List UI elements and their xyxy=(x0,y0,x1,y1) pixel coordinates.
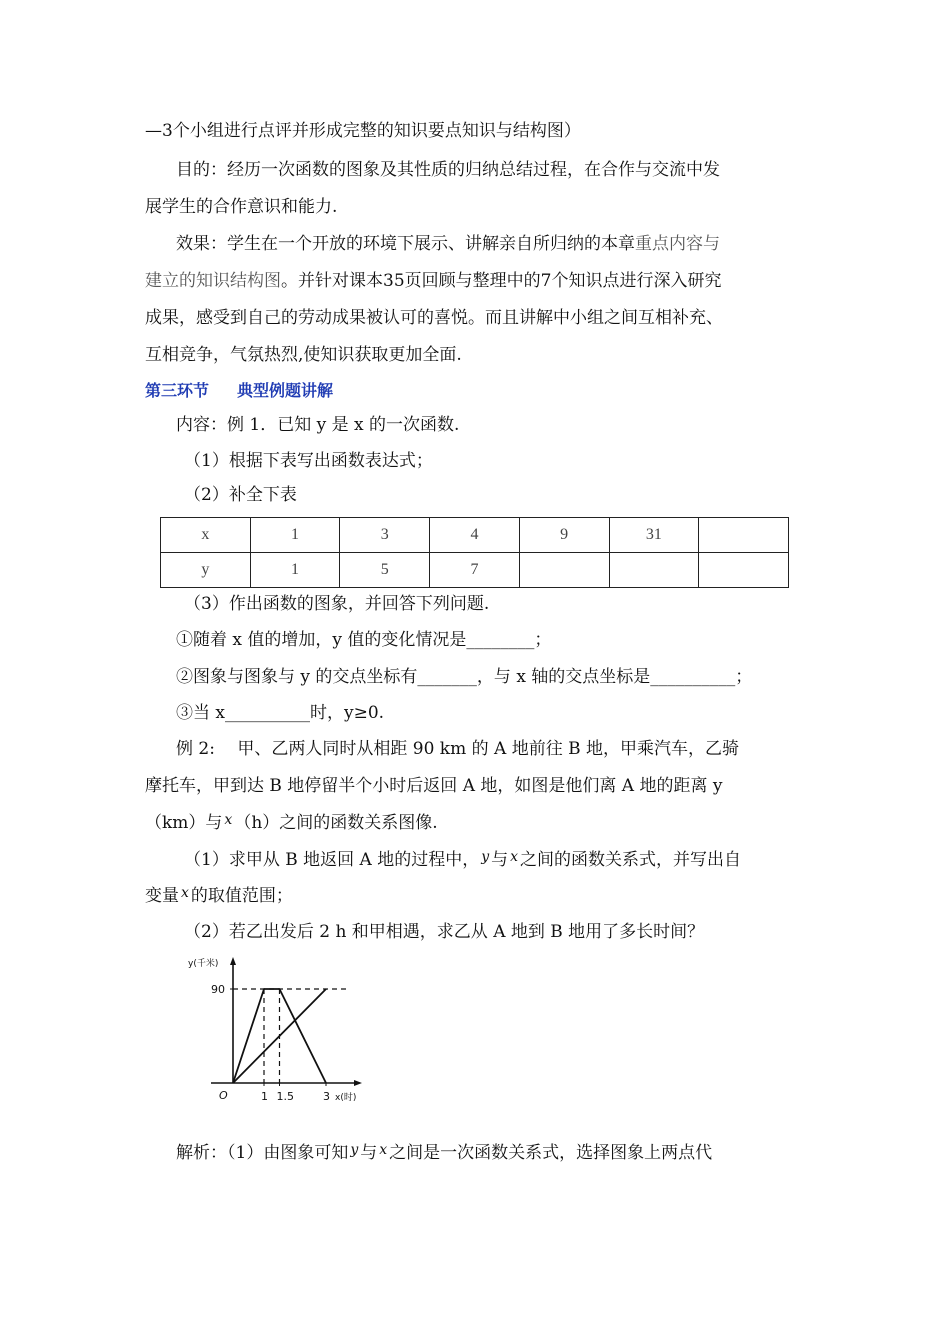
table-cell: x xyxy=(161,518,251,553)
text-span: 之间的函数关系式，并写出自 xyxy=(520,850,742,870)
x-axis-label: x(时) xyxy=(335,1093,357,1103)
text-line xyxy=(184,848,741,873)
text-line: （1）根据下表写出函数表达式； xyxy=(184,451,433,471)
math-var: x xyxy=(510,849,519,865)
math-var: x xyxy=(379,1142,388,1158)
text-line xyxy=(145,811,438,836)
text-span: 之间是一次函数关系式，选择图象上两点代 xyxy=(389,1143,713,1163)
table-row xyxy=(161,518,789,553)
text-line xyxy=(176,1141,712,1166)
text-line xyxy=(145,884,293,909)
table-cell: y xyxy=(161,553,251,588)
x-tick-label: 1 xyxy=(261,1090,268,1103)
table-cell: 1 xyxy=(250,518,340,553)
text-span: 重点内容与 xyxy=(635,234,720,254)
text-line: ①随着 x 值的增加，y 值的变化情况是________； xyxy=(176,630,552,650)
math-var: y xyxy=(350,1142,359,1158)
text-span: （km）与 xyxy=(145,813,223,833)
table-cell: 7 xyxy=(430,553,520,588)
text-span: （1）求甲从 B 地返回 A 地的过程中， xyxy=(184,850,480,870)
text-line: ③当 x__________时，y≥0. xyxy=(176,703,385,723)
text-line: （2）若乙出发后 2 h 和甲相遇，求乙从 A 地到 B 地用了多长时间？ xyxy=(184,922,705,942)
y-axis-label: y(千米) xyxy=(188,959,219,969)
table-cell: 1 xyxy=(250,553,340,588)
table-cell: 5 xyxy=(340,553,430,588)
text-line: （2）补全下表 xyxy=(184,485,297,505)
text-span: 。并针对课本35页回顾与整理中的7个知识点进行深入研究 xyxy=(281,271,722,291)
text-span: 与 xyxy=(360,1143,378,1163)
text-line: —3个小组进行点评并形成完整的知识要点知识与结构图） xyxy=(145,121,581,141)
text-span: 建立的知识结构图 xyxy=(145,271,281,291)
section-label: 第三环节 xyxy=(145,381,210,400)
text-line: 内容：例 1．已知 y 是 x 的一次函数. xyxy=(176,415,460,435)
math-var: x xyxy=(224,812,233,828)
table-cell xyxy=(699,518,789,553)
section-title: 典型例题讲解 xyxy=(237,381,334,400)
series-line-yi xyxy=(233,989,326,1083)
table-cell xyxy=(519,553,609,588)
text-line: 目的：经历一次函数的图象及其性质的归纳总结过程，在合作与交流中发 xyxy=(176,160,720,180)
chart-layer xyxy=(211,983,349,1103)
x-tick-label: 3 xyxy=(323,1090,330,1103)
text-span: 的取值范围； xyxy=(190,886,293,906)
text-line: 互相竞争，气氛热烈,使知识获取更加全面. xyxy=(145,345,462,365)
math-var: y xyxy=(481,849,490,865)
section-heading xyxy=(145,379,333,403)
table-cell xyxy=(699,553,789,588)
x-axis-arrow xyxy=(354,1080,362,1086)
text-span: （h）之间的函数关系图像. xyxy=(234,813,438,833)
table-cell: 31 xyxy=(609,518,699,553)
table-cell: 3 xyxy=(340,518,430,553)
text-span: 变量 xyxy=(145,886,179,906)
text-line: 成果，感受到自己的劳动成果被认可的喜悦。而且讲解中小组之间互相补充、 xyxy=(145,308,723,328)
text-line: ②图象与图象与 y 的交点坐标有_______，与 x 轴的交点坐标是__________； xyxy=(176,667,753,687)
distance-time-graph xyxy=(183,955,383,1113)
text-line: （3）作出函数的图象，并回答下列问题. xyxy=(184,594,490,614)
value-table xyxy=(160,517,789,588)
text-span: 解析：（1）由图象可知 xyxy=(176,1143,349,1163)
table-cell: 4 xyxy=(430,518,520,553)
y-tick-label: 90 xyxy=(211,983,225,996)
text-line: 例 2: 甲、乙两人同时从相距 90 km 的 A 地前往 B 地，甲乘汽车，乙骑 xyxy=(176,739,739,759)
text-line xyxy=(145,269,721,293)
text-line: 摩托车，甲到达 B 地停留半个小时后返回 A 地，如图是他们离 A 地的距离 y xyxy=(145,776,723,796)
table-row xyxy=(161,553,789,588)
text-line: 展学生的合作意识和能力. xyxy=(145,197,338,217)
table-cell xyxy=(609,553,699,588)
math-var: x xyxy=(181,885,189,901)
text-span: 效果：学生在一个开放的环境下展示、讲解亲自所归纳的本章 xyxy=(176,234,635,254)
y-axis-arrow xyxy=(230,957,236,965)
origin-label: O xyxy=(219,1089,228,1102)
x-tick-label: 1.5 xyxy=(276,1090,294,1103)
table-cell: 9 xyxy=(519,518,609,553)
text-span: 与 xyxy=(491,850,509,870)
text-line xyxy=(176,232,720,256)
